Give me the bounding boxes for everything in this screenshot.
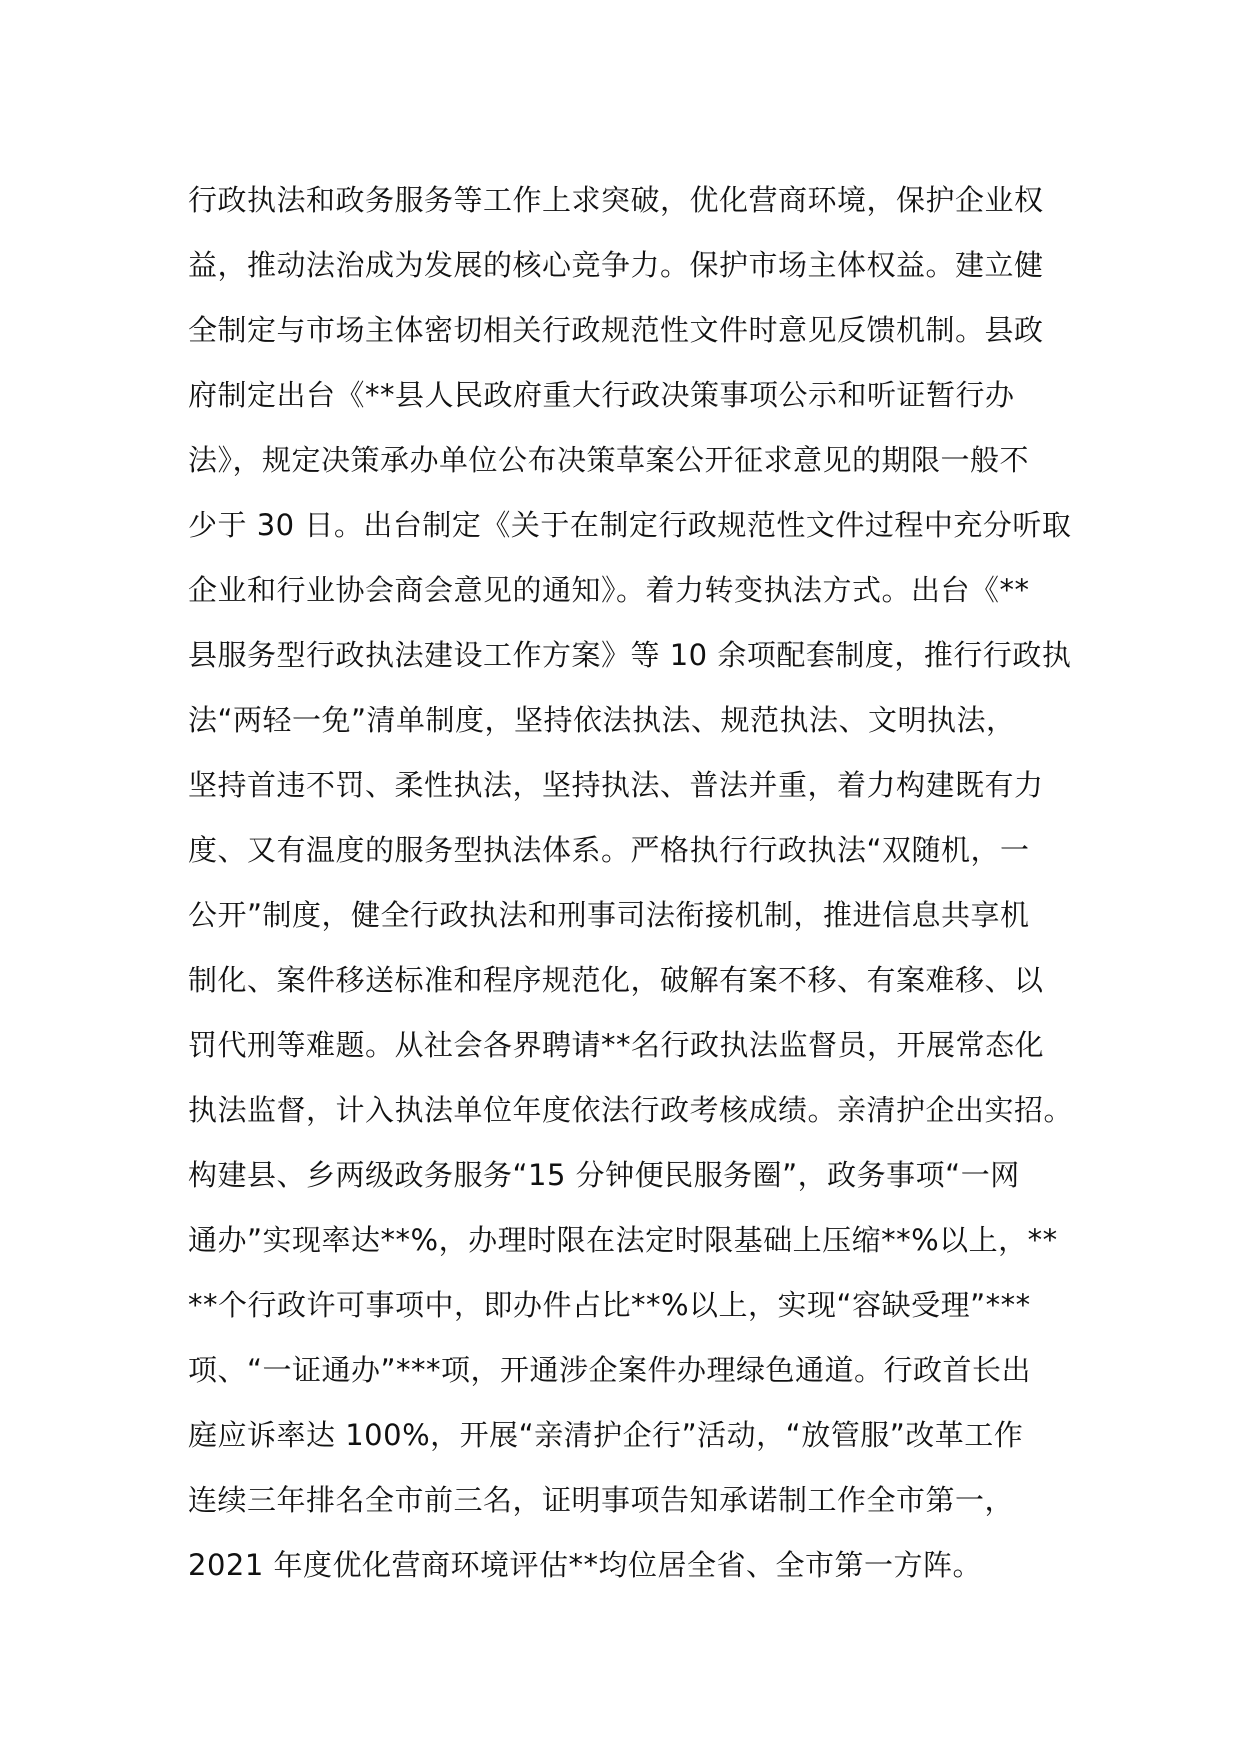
- text-line: 度、又有温度的服务型执法体系。严格执行行政执法“双随机，一: [188, 833, 1030, 867]
- text-line: 县服务型行政执法建设工作方案》等 10 余项配套制度，推行行政执: [188, 638, 1072, 672]
- text-line: 全制定与市场主体密切相关行政规范性文件时意见反馈机制。县政: [188, 313, 1044, 347]
- text-line: 罚代刑等难题。从社会各界聘请**名行政执法监督员，开展常态化: [188, 1028, 1045, 1062]
- text-line: 执法监督，计入执法单位年度依法行政考核成绩。亲清护企出实招。: [188, 1093, 1074, 1127]
- text-line: 公开”制度，健全行政执法和刑事司法衔接机制，推进信息共享机: [188, 898, 1030, 932]
- text-line: 2021 年度优化营商环境评估**均位居全省、全市第一方阵。: [188, 1548, 983, 1582]
- text-line: 坚持首违不罚、柔性执法，坚持执法、普法并重，着力构建既有力: [188, 768, 1044, 802]
- text-line: **个行政许可事项中，即办件占比**%以上，实现“容缺受理”***: [188, 1288, 1031, 1322]
- text-line: 庭应诉率达 100%，开展“亲清护企行”活动，“放管服”改革工作: [188, 1418, 1024, 1452]
- text-line: 构建县、乡两级政务服务“15 分钟便民服务圈”，政务事项“一网: [188, 1158, 1020, 1192]
- text-line: 少于 30 日。出台制定《关于在制定行政规范性文件过程中充分听取: [188, 508, 1072, 542]
- text-line: 连续三年排名全市前三名，证明事项告知承诺制工作全市第一，: [188, 1483, 1015, 1517]
- text-line: 项、“一证通办”***项，开通涉企案件办理绿色通道。行政首长出: [188, 1353, 1032, 1387]
- text-line: 益，推动法治成为发展的核心竞争力。保护市场主体权益。建立健: [188, 248, 1044, 282]
- text-line: 法》，规定决策承办单位公布决策草案公开征求意见的期限一般不: [188, 443, 1030, 477]
- text-line: 制化、案件移送标准和程序规范化，破解有案不移、有案难移、以: [188, 963, 1044, 997]
- body-paragraph: [188, 168, 1074, 1598]
- text-line: 府制定出台《**县人民政府重大行政决策事项公示和听证暂行办: [188, 378, 1015, 412]
- text-line: 通办”实现率达**%，办理时限在法定时限基础上压缩**%以上，**: [188, 1223, 1058, 1257]
- text-line: 企业和行业协会商会意见的通知》。着力转变执法方式。出台《**: [188, 573, 1030, 607]
- text-line: 法“两轻一免”清单制度，坚持依法执法、规范执法、文明执法，: [188, 703, 1016, 737]
- text-line: 行政执法和政务服务等工作上求突破，优化营商环境，保护企业权: [188, 183, 1044, 217]
